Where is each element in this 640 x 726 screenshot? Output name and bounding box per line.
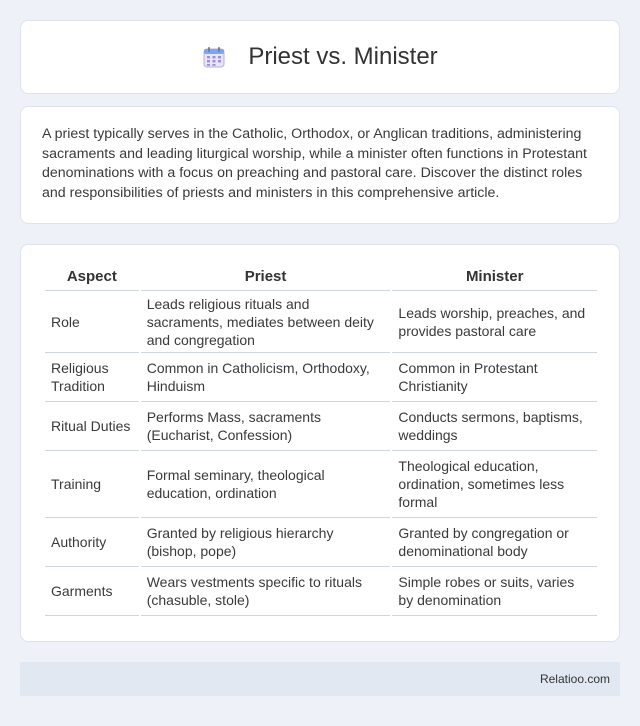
calendar-icon <box>202 45 226 69</box>
footer-bar <box>20 662 620 696</box>
comparison-table <box>43 263 599 616</box>
comparison-card <box>20 244 620 642</box>
column-header-aspect: Aspect <box>45 263 139 291</box>
intro-card <box>20 106 620 224</box>
minister-cell: Conducts sermons, baptisms, weddings <box>392 402 597 451</box>
priest-cell: Wears vestments specific to rituals (chasuble, stole) <box>141 567 391 616</box>
table-row <box>45 451 597 518</box>
table-row <box>45 567 597 616</box>
priest-cell: Common in Catholicism, Orthodoxy, Hinduism <box>141 353 391 402</box>
priest-cell: Granted by religious hierarchy (bishop, pope) <box>141 518 391 567</box>
intro-paragraph: A priest typically serves in the Catholic, Orthodox, or Anglican traditions, administering sacraments and leading liturgical worship, while a minister often functions in Protestant denominations with a focus on preaching and pastoral care. Discover the distinct roles and responsibilities of priests and ministers in this comprehensive article. <box>42 126 587 201</box>
minister-cell: Leads worship, preaches, and provides pastoral care <box>392 291 597 353</box>
table-header-row <box>45 263 597 291</box>
table-row <box>45 353 597 402</box>
priest-cell: Performs Mass, sacraments (Eucharist, Confession) <box>141 402 391 451</box>
title-wrap <box>202 43 437 71</box>
table-row <box>45 402 597 451</box>
aspect-cell: Garments <box>45 567 139 616</box>
minister-cell: Common in Protestant Christianity <box>392 353 597 402</box>
aspect-cell: Authority <box>45 518 139 567</box>
footer-brand: Relatioo.com <box>539 672 610 686</box>
column-header-priest: Priest <box>141 263 391 291</box>
aspect-cell: Role <box>45 291 139 353</box>
title-card <box>20 20 620 94</box>
priest-cell: Formal seminary, theological education, ordination <box>141 451 391 518</box>
priest-cell: Leads religious rituals and sacraments, mediates between deity and congregation <box>141 291 391 353</box>
aspect-cell: Religious Tradition <box>45 353 139 402</box>
table-row <box>45 518 597 567</box>
page-title: Priest vs. Minister <box>248 43 438 70</box>
column-header-minister: Minister <box>392 263 597 291</box>
table-row <box>45 291 597 353</box>
minister-cell: Simple robes or suits, varies by denomination <box>392 567 597 616</box>
aspect-cell: Training <box>45 451 139 518</box>
aspect-cell: Ritual Duties <box>45 402 139 451</box>
minister-cell: Theological education, ordination, sometimes less formal <box>392 451 597 518</box>
minister-cell: Granted by congregation or denominational body <box>392 518 597 567</box>
